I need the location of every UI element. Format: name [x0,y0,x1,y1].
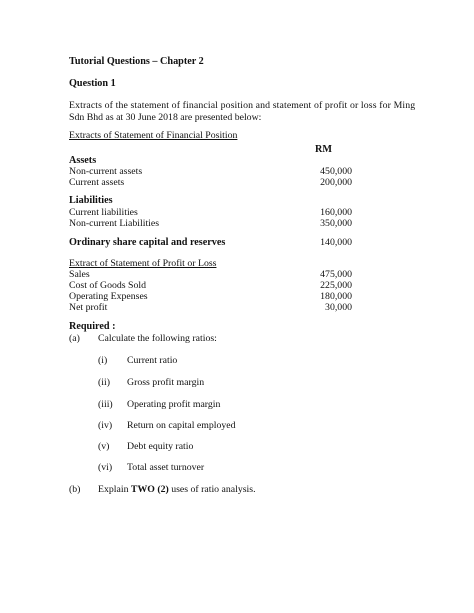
line-item-label: Non-current Liabilities [69,218,160,229]
ratio-number: (ii) [98,377,110,388]
ratio-number: (iii) [98,399,113,410]
line-item-value: 475,000 [320,269,352,280]
ratio-item: Return on capital employed [127,420,236,431]
part-a-text: Calculate the following ratios: [98,333,217,344]
question-label: Question 1 [69,78,116,89]
line-item-value: 225,000 [320,280,352,291]
line-item-value: 200,000 [320,177,352,188]
ratio-item: Current ratio [127,355,178,366]
line-item-label: Current assets [69,177,125,188]
line-item-label: Net profit [69,302,108,313]
line-item-label: Non-current assets [69,166,143,177]
line-item-label: Cost of Goods Sold [69,280,147,291]
part-b-emphasis: TWO (2) [130,484,169,495]
equity-value: 140,000 [320,237,352,248]
part-b-label: (b) [69,484,81,495]
ratio-number: (iv) [98,420,113,431]
line-item-value: 180,000 [320,291,352,302]
currency-header: RM [315,144,332,155]
line-item-label: Operating Expenses [69,291,148,302]
sfp-heading: Extracts of Statement of Financial Position [69,130,238,141]
ratio-number: (v) [98,441,110,452]
line-item-value: 350,000 [320,218,352,229]
intro-line-1: Extracts of the statement of financial position and statement of profit or loss for Ming [69,100,416,111]
part-b-text [98,485,256,495]
page-title: Tutorial Questions – Chapter 2 [69,56,204,67]
equity-label: Ordinary share capital and reserves [69,237,226,248]
liabilities-heading: Liabilities [69,195,113,206]
ratio-number: (i) [98,355,108,366]
line-item-label: Sales [69,269,90,280]
required-heading: Required : [69,321,116,332]
line-item-value: 450,000 [320,166,352,177]
ratio-item: Debt equity ratio [127,441,194,452]
part-a-label: (a) [69,333,80,344]
part-b-text-pre: Explain [98,484,131,495]
pl-heading: Extract of Statement of Profit or Loss [69,258,217,269]
line-item-label: Current liabilities [69,207,138,218]
line-item-value: 160,000 [320,207,352,218]
ratio-item: Operating profit margin [127,399,221,410]
ratio-item: Total asset turnover [127,462,205,473]
line-item-value: 30,000 [325,302,352,313]
intro-line-2: Sdn Bhd as at 30 June 2018 are presented below: [69,112,262,123]
part-b-text-post: uses of ratio analysis. [168,484,256,495]
ratio-number: (vi) [98,462,113,473]
assets-heading: Assets [69,155,97,166]
ratio-item: Gross profit margin [127,377,205,388]
